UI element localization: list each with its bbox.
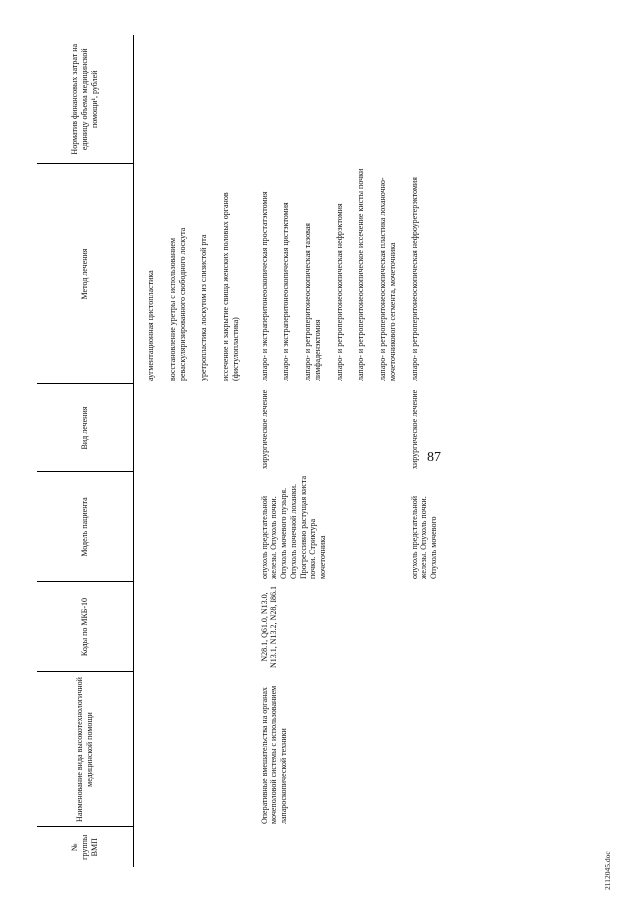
method-item: лапаро- и экстраперитонеоскопическая цистэктомия (281, 202, 291, 381)
table-row-continuation (134, 35, 253, 867)
table-header-row (37, 35, 134, 867)
treatment-type-cell: хирургическое лечение (259, 389, 269, 469)
method-item: иссечение и закрытие свища женских половых органов (фистулопластика) (221, 192, 240, 381)
method-item: лапаро- и ретроперитонеоскопическая нефроуретерэктомия (409, 177, 419, 381)
header-cost-norm: Норматив финансовых затрат на единицу объема медицинской помощи¹, рублей (37, 35, 134, 164)
header-vmp-name: Наименование вида высокотехнологичной медицинской помощи (37, 672, 134, 827)
method-item: аугментационная цистопластика (146, 270, 155, 381)
header-treatment-type: Вид лечения (37, 384, 134, 472)
vmp-name-cell: Оперативные вмешательства на органах мочеполовой системы с использованием лапароскопической техники (259, 685, 288, 824)
page-number: 87 (427, 450, 441, 465)
method-item: лапаро- и ретроперитонеоскопическое иссечение кисты почки (356, 168, 366, 381)
method-item: восстановление уретры с использованием реваскуляризированного свободного лоскута (167, 227, 187, 381)
patient-model-cell: опухоль предстательной железы. Опухоль почки. Опухоль мочевого пузыря. Опухоль почечной лоханки. Прогрессивно растущая киста почки. Стриктура мочеточника (259, 476, 327, 579)
icd-codes-cell: N28.1, Q61.0, N13.0, N13.1, N13.2, N28, I86.1 (259, 586, 279, 668)
method-item: уретропластика лоскутом из слизистой рта (199, 234, 209, 381)
method-item: лапаро- и ретроперитонеоскопическая пластика лоханочно-мочеточникового сегмента, мочеточника (378, 177, 397, 381)
header-icd-codes: Коды по МКБ-10 (37, 582, 134, 672)
footer-doc-id: 2112045.doc (603, 851, 612, 890)
table-row (253, 35, 410, 867)
header-patient-model: Модель пациента (37, 472, 134, 582)
method-item: лапаро- и экстраперитонеоскопическая простатэктомия (259, 191, 269, 381)
patient-model-cell: опухоль предстательной железы. Опухоль почки. Опухоль мочевого (409, 495, 438, 579)
method-cell (253, 164, 410, 384)
vmp-table (37, 35, 439, 867)
header-group-number: № группы ВМП (37, 827, 134, 867)
method-item: лапаро- и ретроперитонеоскопическая нефрэктомия (334, 203, 344, 381)
method-cell (134, 164, 253, 384)
table-row (410, 35, 439, 867)
method-cell (410, 164, 439, 384)
method-item: лапаро- и ретроперитонеоскопическая тазовая лимфаденэктомия (303, 223, 322, 381)
treatment-type-cell: хирургическое лечение (409, 389, 419, 469)
header-treatment-method: Метод лечения (37, 164, 134, 384)
